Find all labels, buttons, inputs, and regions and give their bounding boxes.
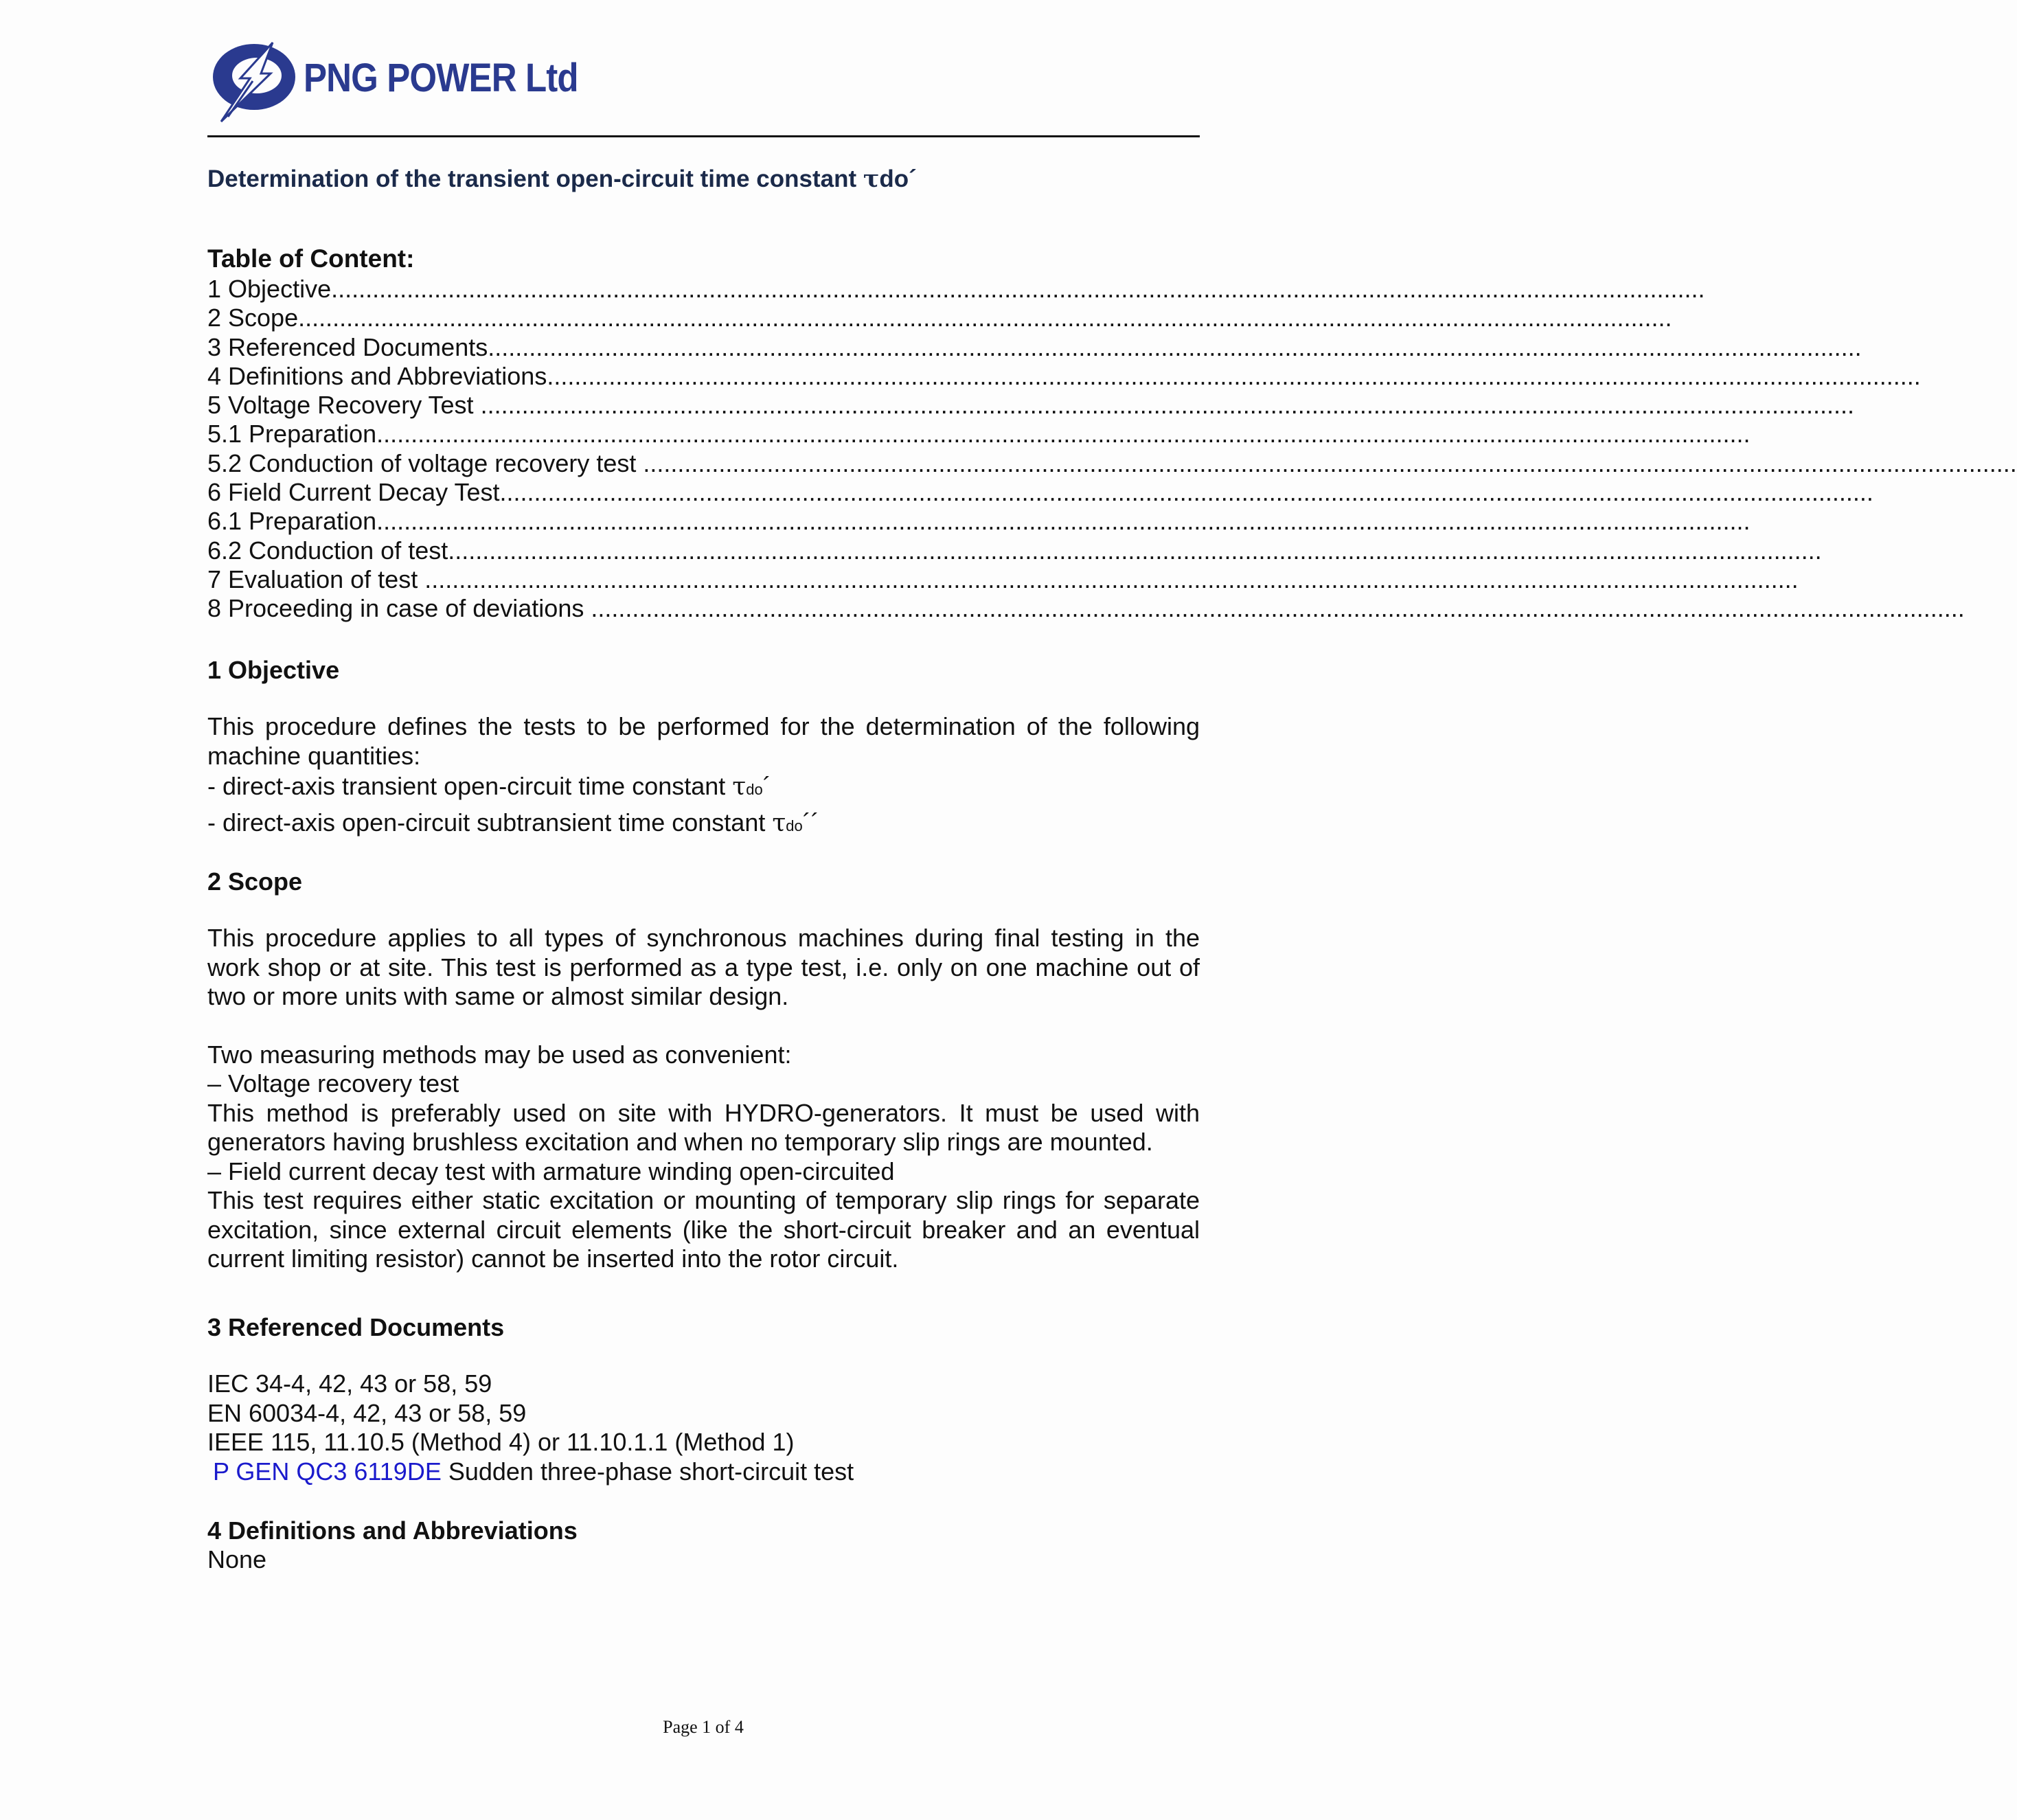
toc-item[interactable] bbox=[207, 507, 1751, 536]
toc-item-label: 6 Field Current Decay Test bbox=[207, 478, 500, 507]
toc-leader-dots: ........................................................................................................................................................................................................ bbox=[331, 275, 1705, 303]
method-text-line: current limiting resistor) cannot be inserted into the rotor circuit. bbox=[207, 1244, 899, 1273]
toc-leader-dots: ........................................................................................................................................................................................................ bbox=[480, 391, 1854, 420]
toc-item[interactable] bbox=[207, 332, 1862, 362]
toc-item[interactable] bbox=[207, 565, 1799, 594]
scope-heading: 2 Scope bbox=[207, 867, 303, 896]
toc-leader-dots: ........................................................................................................................................................................................................ bbox=[488, 332, 1862, 361]
toc-item-label: 1 Objective bbox=[207, 275, 332, 303]
toc-item[interactable] bbox=[207, 391, 1854, 420]
objective-item: - direct-axis open-circuit subtransient time constant τdo´´ bbox=[207, 808, 819, 837]
reference-item: IEC 34-4, 42, 43 or 58, 59 bbox=[207, 1369, 492, 1398]
objective-section bbox=[207, 712, 1200, 841]
scope-text-line: This procedure applies to all types of synchronous machines during final testing in the bbox=[207, 924, 1200, 952]
scope-section bbox=[207, 924, 1200, 1274]
references-section bbox=[207, 1369, 1200, 1486]
toc-item-label: 6.2 Conduction of test bbox=[207, 536, 448, 565]
toc-item-label: 5.1 Preparation bbox=[207, 420, 377, 448]
definitions-section bbox=[207, 1545, 1200, 1575]
objective-heading: 1 Objective bbox=[207, 656, 340, 684]
toc-item-label: 5 Voltage Recovery Test bbox=[207, 391, 481, 420]
toc-leader-dots: ........................................................................................................................................................................................................ bbox=[424, 565, 1799, 593]
toc-item[interactable] bbox=[207, 594, 1965, 623]
company-logo bbox=[207, 36, 578, 125]
document-title: Determination of the transient open-circuit time constant τdo´ bbox=[207, 165, 917, 193]
definitions-heading: 4 Definitions and Abbreviations bbox=[207, 1516, 578, 1545]
toc-item-label: 3 Referenced Documents bbox=[207, 332, 488, 361]
method-text-line: This test requires either static excitation or mounting of temporary slip rings for separate bbox=[207, 1186, 1200, 1214]
toc-item-label: 6.1 Preparation bbox=[207, 507, 377, 536]
reference-item: P GEN QC3 6119DE Sudden three-phase short-circuit test bbox=[207, 1457, 1200, 1487]
toc-item-label: 7 Evaluation of test bbox=[207, 565, 425, 593]
method-text-line: This method is preferably used on site with HYDRO-generators. It must be used with bbox=[207, 1098, 1200, 1127]
references-heading: 3 Referenced Documents bbox=[207, 1313, 505, 1341]
objective-item: - direct-axis transient open-circuit time constant τdo´ bbox=[207, 772, 771, 801]
reference-item: IEEE 115, 11.10.5 (Method 4) or 11.10.1.1 (Method 1) bbox=[207, 1428, 795, 1456]
toc-leader-dots: ........................................................................................................................................................................................................ bbox=[376, 420, 1751, 448]
toc-heading: Table of Content: bbox=[207, 244, 415, 273]
toc-item[interactable] bbox=[207, 361, 1921, 391]
toc-leader-dots: ........................................................................................................................................................................................................ bbox=[298, 304, 1672, 332]
toc-item[interactable] bbox=[207, 420, 1751, 448]
method-text-line: generators having brushless excitation and when no temporary slip rings are mounted. bbox=[207, 1128, 1153, 1156]
toc-item[interactable] bbox=[207, 448, 2017, 478]
objective-intro-line: This procedure defines the tests to be performed for the determination of the following bbox=[207, 712, 1200, 740]
toc-leader-dots: ........................................................................................................................................................................................................ bbox=[448, 536, 1822, 565]
page-number: Page 1 of 4 bbox=[663, 1717, 744, 1737]
table-of-contents bbox=[207, 275, 2017, 624]
method-text-line: excitation, since external circuit elements (like the short-circuit breaker and an eventual bbox=[207, 1215, 1200, 1244]
toc-item[interactable] bbox=[207, 275, 1705, 304]
toc-item[interactable] bbox=[207, 536, 1822, 565]
toc-leader-dots: ........................................................................................................................................................................................................ bbox=[547, 361, 1921, 390]
toc-item-label: 5.2 Conduction of voltage recovery test bbox=[207, 448, 643, 477]
toc-leader-dots: ........................................................................................................................................................................................................ bbox=[643, 448, 2017, 477]
reference-link[interactable]: P GEN QC3 6119DE bbox=[213, 1457, 442, 1486]
toc-leader-dots: ........................................................................................................................................................................................................ bbox=[499, 478, 1873, 507]
toc-item-label: 2 Scope bbox=[207, 304, 299, 332]
toc-leader-dots: ........................................................................................................................................................................................................ bbox=[376, 507, 1751, 536]
toc-item[interactable] bbox=[207, 304, 1672, 332]
scope-text-line: work shop or at site. This test is performed as a type test, i.e. only on one machine out of bbox=[207, 953, 1200, 981]
lightning-logo-icon bbox=[207, 36, 304, 128]
header-divider bbox=[207, 135, 1200, 137]
company-name: PNG POWER Ltd bbox=[304, 56, 578, 100]
toc-item[interactable] bbox=[207, 478, 1873, 507]
method-title: – Field current decay test with armature winding open-circuited bbox=[207, 1157, 895, 1185]
objective-intro-line: machine quantities: bbox=[207, 741, 421, 770]
methods-intro: Two measuring methods may be used as convenient: bbox=[207, 1040, 792, 1069]
toc-leader-dots: ........................................................................................................................................................................................................ bbox=[591, 594, 1965, 623]
method-title: – Voltage recovery test bbox=[207, 1069, 459, 1097]
reference-item: EN 60034-4, 42, 43 or 58, 59 bbox=[207, 1398, 527, 1427]
toc-item-label: 4 Definitions and Abbreviations bbox=[207, 361, 547, 390]
definitions-text: None bbox=[207, 1545, 267, 1573]
toc-item-label: 8 Proceeding in case of deviations bbox=[207, 594, 591, 623]
scope-text-line: two or more units with same or almost similar design. bbox=[207, 982, 789, 1010]
